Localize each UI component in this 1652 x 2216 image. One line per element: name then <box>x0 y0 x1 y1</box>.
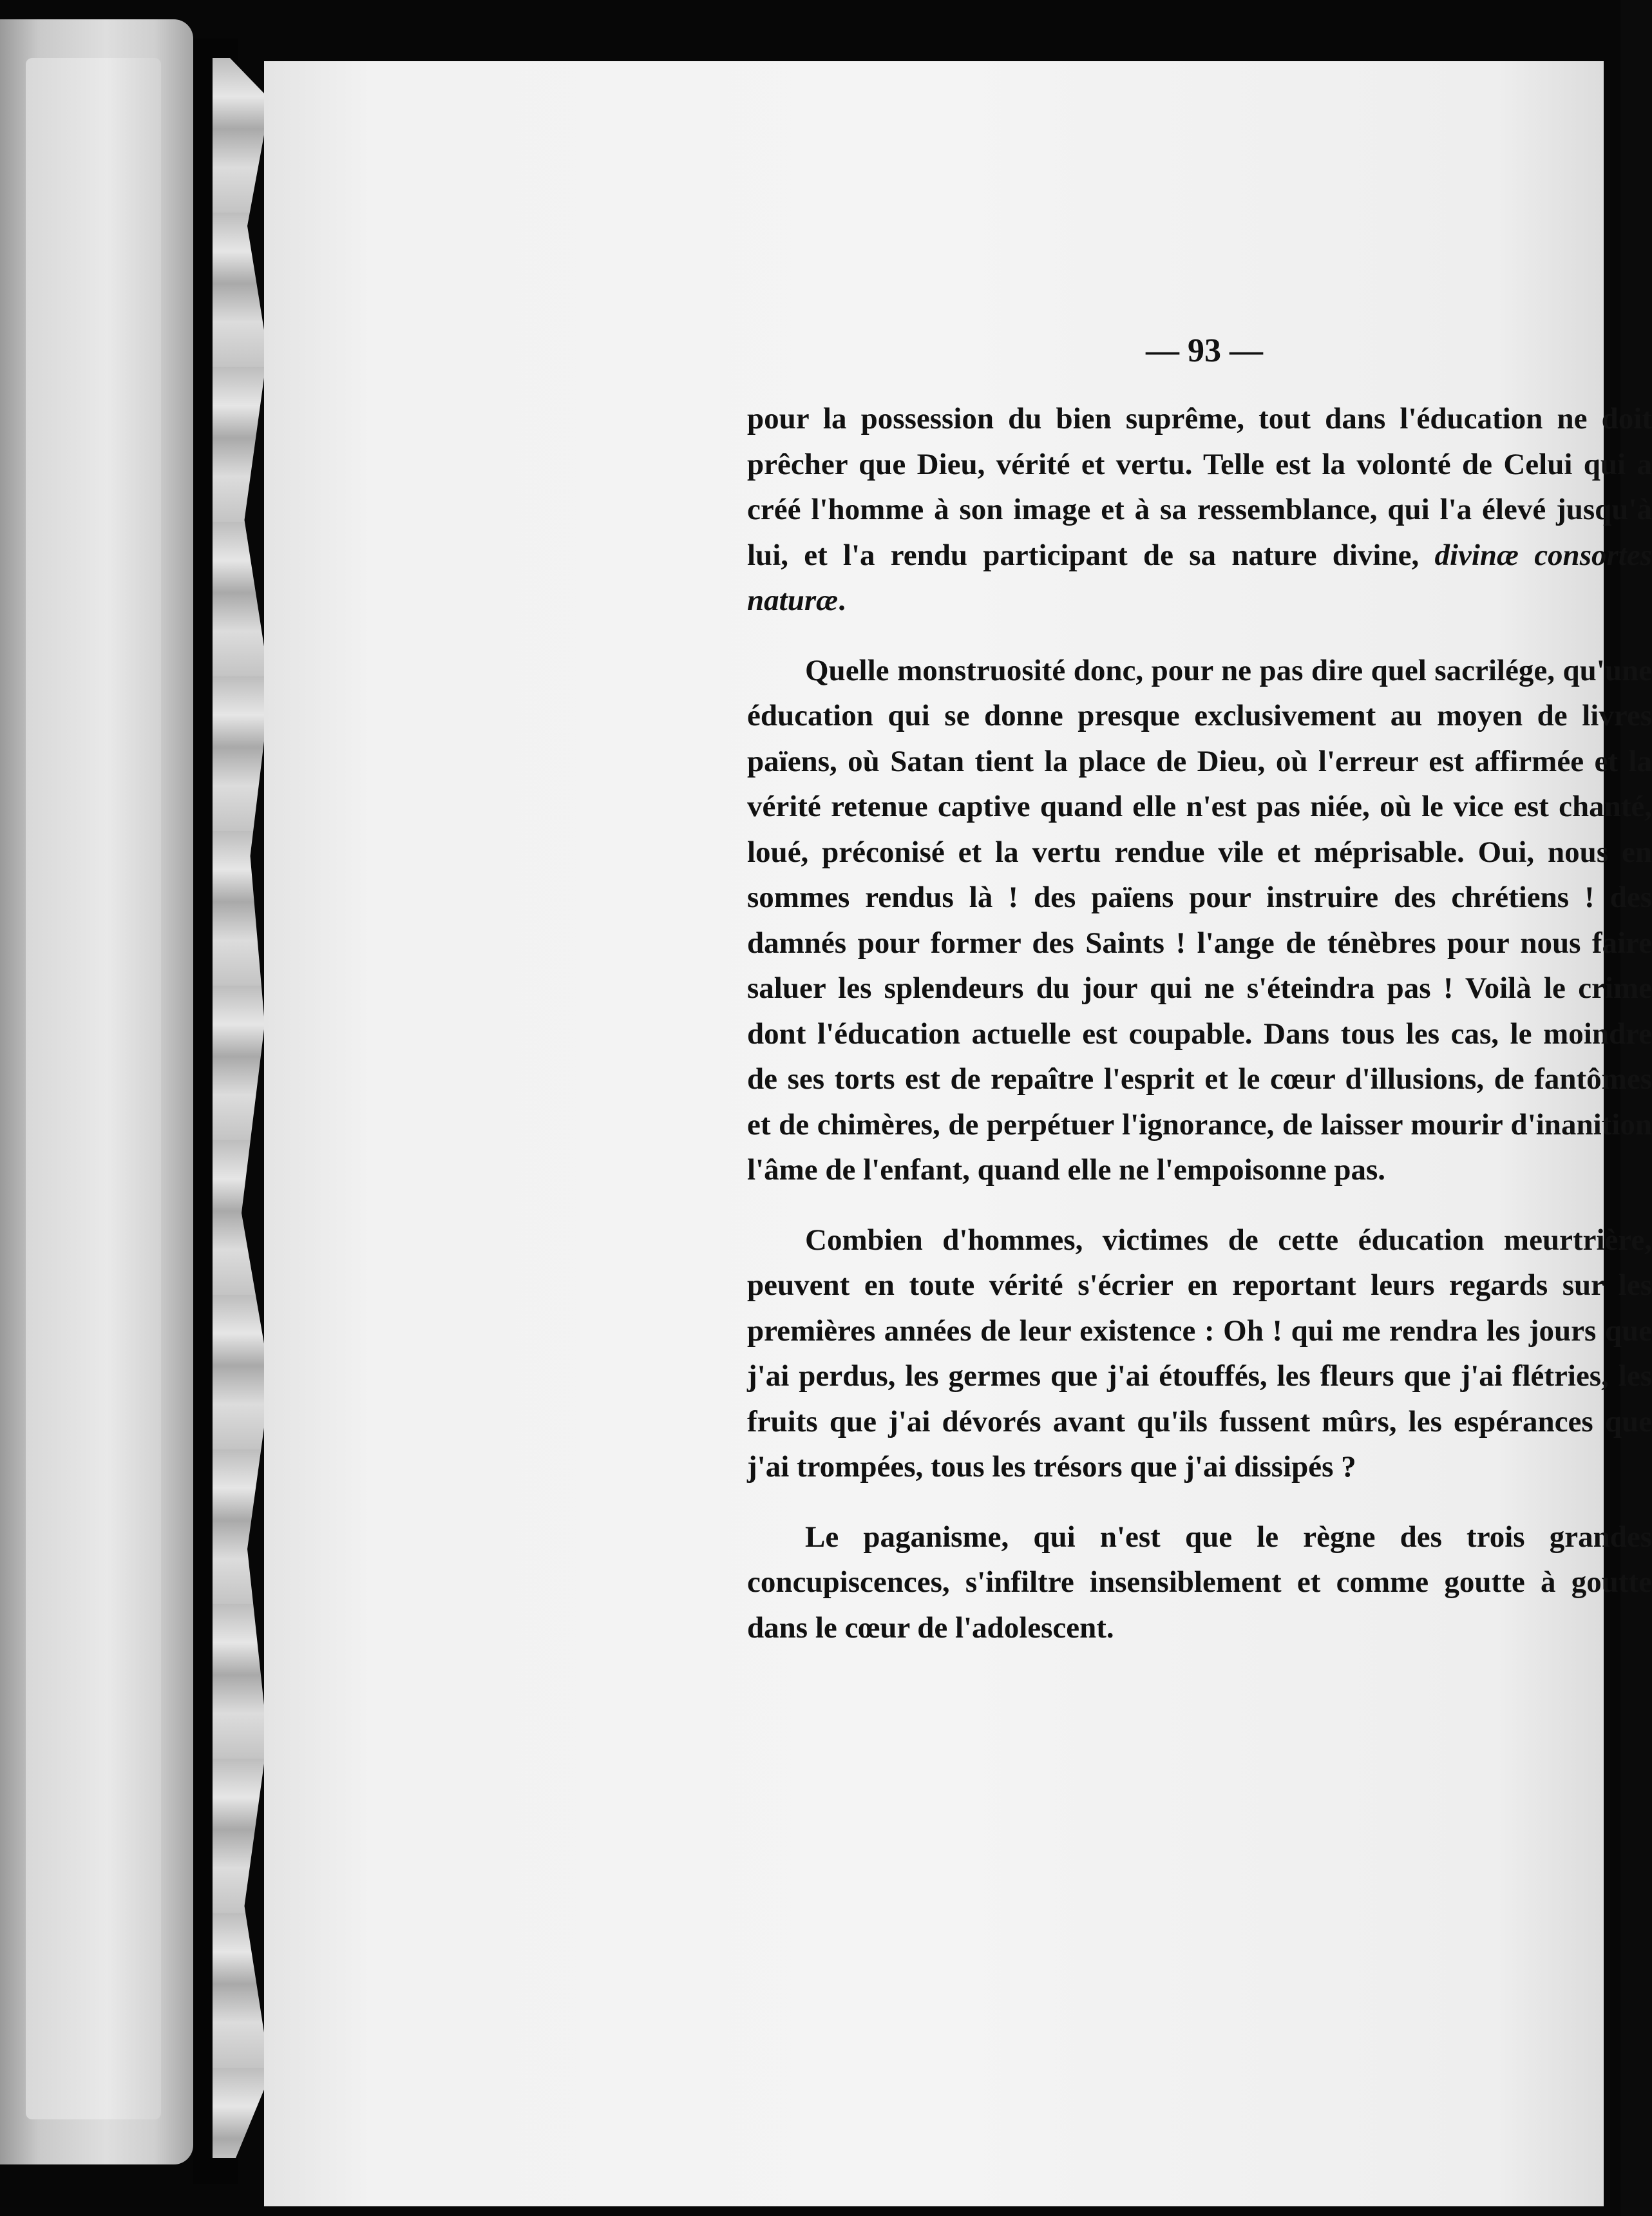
previous-page-edge <box>0 19 193 2164</box>
torn-page-edge <box>213 58 271 2158</box>
book-page <box>264 61 1652 2206</box>
paragraph-4: Le paganisme, qui n'est que le règne des trois grandes concupiscences, s'infiltre insensiblement et comme goutte à goutte dans le cœur de l'adolescent. <box>747 1520 1652 1645</box>
paragraph-2: Quelle monstruosité donc, pour ne pas dire quel sacrilége, qu'une éducation qui se donne presque exclusivement au moyen de livres païens, où Satan tient la place de Dieu, où l'erreur est affirmée et la vérité retenue captive quand elle n'est pas niée, où le vice est chanté, loué, préconisé et la vertu rendue vile et méprisable. Oui, nous en sommes rendus là ! des païens pour instruire des chrétiens ! des damnés pour former des Saints ! l'ange de ténèbres pour nous faire saluer les splendeurs du jour qui ne s'éteindra pas ! Voilà le crime dont l'éducation actuelle est coupable. Dans tous les cas, le moindre de ses torts est de repaître l'esprit et le cœur d'illusions, de fantômes et de chimères, de perpétuer l'ignorance, de laisser mourir d'inanition l'âme de l'enfant, quand elle ne l'empoisonne pas. <box>747 653 1652 1187</box>
page-number: — 93 — <box>1146 332 1263 369</box>
paragraph-1-end: . <box>838 584 846 617</box>
paragraph-1 <box>747 396 1652 624</box>
previous-page-surface <box>26 58 161 2119</box>
page-body <box>747 396 1652 1650</box>
paragraph-3: Combien d'hommes, victimes de cette éducation meurtrière, peuvent en toute vérité s'écrier en reportant leurs regards sur les premières années de leur existence : Oh ! qui me rendra les jours que j'ai perdus, les germes que j'ai étouffés, les fleurs que j'ai flétries, les fruits que j'ai dévorés avant qu'ils fussent mûrs, les espérances que j'ai trompées, tous les trésors que j'ai dissipés ? <box>747 1223 1652 1484</box>
paragraph-1-latin-quote: divinæ consortes naturæ <box>747 538 1652 617</box>
paragraph-1-text: pour la possession du bien suprême, tout dans l'éducation ne doit prêcher que Dieu, vérité et vertu. Telle est la volonté de Celui qui a créé l'homme à son image et à sa ressemblance, qui l'a élevé jusqu'à lui, et l'a rendu participant de sa nature divine, <box>747 402 1652 572</box>
